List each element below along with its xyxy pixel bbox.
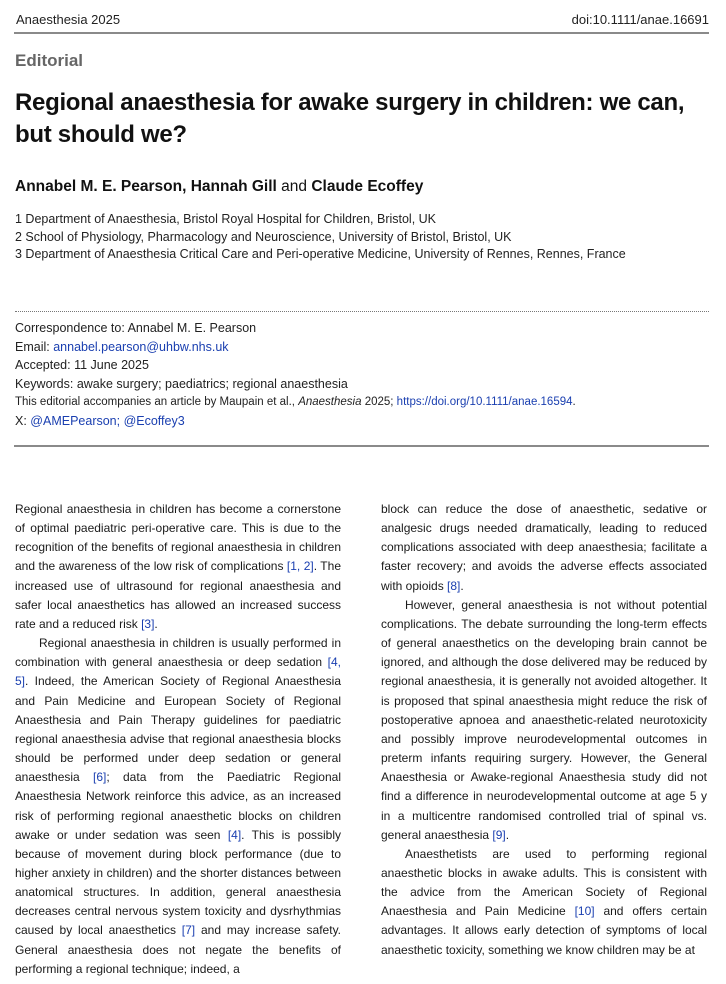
- affiliation-1: 1 Department of Anaesthesia, Bristol Royal Hospital for Children, Bristol, UK: [15, 212, 437, 226]
- x-handles[interactable]: @AMEPearson; @Ecoffey3: [30, 413, 185, 428]
- citation-link[interactable]: [7]: [181, 923, 196, 938]
- affiliations: [15, 211, 626, 264]
- author-list: [15, 178, 423, 196]
- citation-link[interactable]: [8]: [447, 578, 461, 593]
- header-rule: [14, 32, 709, 34]
- accompany-link[interactable]: https://doi.org/10.1111/anae.16594: [396, 396, 573, 408]
- body-paragraph: Anaesthetists are used to performing regional anaesthetic blocks in awake adults. This is consistent with the advice from the American Society of Regional Anaesthesia and Pain Medicine [10] and offers certain advantages. It allows early detection of symptoms of local anaesthetic toxicity, something we know children may be at: [381, 846, 707, 957]
- accompany-note: This editorial accompanies an article by Maupain et al., Anaesthesia 2025; https://doi.org/10.1111/anae.16594.: [15, 396, 576, 408]
- citation-link[interactable]: [3]: [141, 616, 155, 631]
- affiliation-3: 3 Department of Anaesthesia Critical Care and Peri-operative Medicine, University of Rennes, Rennes, France: [15, 247, 626, 261]
- citation-link[interactable]: [1, 2]: [286, 559, 314, 574]
- author-2: Hannah Gill: [190, 178, 277, 195]
- x-label: X:: [15, 413, 27, 428]
- accompany-text: This editorial accompanies an article by Maupain et al.,: [15, 396, 295, 408]
- body-column-left: [15, 500, 341, 979]
- email-line: [15, 338, 576, 357]
- body-paragraph: Regional anaesthesia in children is usually performed in combination with general anaesthesia or deep sedation [4, 5]. Indeed, the American Society of Regional Anaesthesia and Pain Medicine and European Society of Regional Anaesthesia and Pain Therapy guidelines for paediatric regional anaesthesia advise that regional anaesthesia blocks should be performed under deep sedation or general anaesthesia [6]; data from the Paediatric Regional Anaesthesia Network reinforce this advice, as an increased risk of performing regional anaesthetic blocks on children awake or under sedation was seen [4]. This is possibly because of movement during block performance (due to higher anxiety in children) and the shorter distances between anatomical structures. In addition, general anaesthesia decreases central nervous system toxicity and dysrhythmias caused by local anaesthetics [7] and may increase safety. General anaesthesia does not negate the benefits of performing a regional technique; indeed, a: [15, 636, 342, 976]
- journal-name: Anaesthesia 2025: [16, 12, 121, 27]
- body-paragraph: block can reduce the dose of anaesthetic, sedative or analgesic drugs needed dramatically, leading to reduced complications associated with deep anaesthesia; facilitate a faster recovery; and avoids the adverse effects associated with opioids [8].: [381, 502, 707, 593]
- citation-link[interactable]: [10]: [574, 904, 595, 919]
- email-label: Email:: [15, 339, 50, 354]
- citation-link[interactable]: [4]: [227, 827, 242, 842]
- body-paragraph: Regional anaesthesia in children has become a cornerstone of optimal paediatric peri-operative care. This is due to the recognition of the benefits of regional anaesthesia in children and the awareness of the low risk of complications [1, 2]. The increased use of ultrasound for regional anaesthesia and safer local anaesthetics has allowed an increased success rate and a reduced risk [3].: [15, 502, 341, 631]
- section-label: Editorial: [15, 51, 84, 70]
- accepted-date: Accepted: 11 June 2025: [15, 358, 149, 372]
- citation-link[interactable]: [4, 5]: [15, 655, 341, 689]
- running-header: [16, 12, 709, 32]
- correspondence: Correspondence to: Annabel M. E. Pearson: [15, 321, 257, 335]
- meta-rule: [14, 445, 709, 447]
- accompany-year: 2025;: [364, 396, 394, 408]
- dotted-divider: [15, 311, 709, 312]
- author-3: Claude Ecoffey: [311, 178, 424, 195]
- x-line: [15, 412, 576, 431]
- citation-link[interactable]: [9]: [492, 827, 506, 842]
- body-paragraph: However, general anaesthesia is not without potential complications. The debate surrounding the long-term effects of general anaesthetics on the developing brain cannot be ignored, and although the dose delivered may be reduced by regional anaesthesia, it is generally not avoided altogether. It is proposed that spinal anaesthesia might reduce the risk of postoperative apnoea and anaesthetic-related neurotoxicity and possibly improve neurodevelopmental outcomes in preterm infants requiring surgery. However, the General Anaesthesia or Awake-regional Anaesthesia study did not find a difference in neurodevelopmental outcome at age 5 y in a multicentre randomised controlled trial of spinal vs. general anaesthesia [9].: [381, 597, 707, 842]
- email-link[interactable]: annabel.pearson@uhbw.nhs.uk: [53, 339, 229, 354]
- author-1: Annabel M. E. Pearson,: [15, 178, 187, 195]
- affiliation-2: 2 School of Physiology, Pharmacology and Neuroscience, University of Bristol, Bristol, UK: [15, 229, 512, 244]
- citation-link[interactable]: [6]: [93, 770, 107, 785]
- accompany-journal: Anaesthesia: [298, 396, 362, 408]
- article-meta: [15, 319, 576, 430]
- body-column-right: [381, 500, 707, 960]
- author-conjunction: and: [281, 178, 308, 195]
- article-title: Regional anaesthesia for awake surgery in children: we can, but should we?: [15, 89, 685, 148]
- keywords: Keywords: awake surgery; paediatrics; regional anaesthesia: [15, 376, 348, 391]
- doi[interactable]: doi:10.1111/anae.16691: [571, 12, 709, 27]
